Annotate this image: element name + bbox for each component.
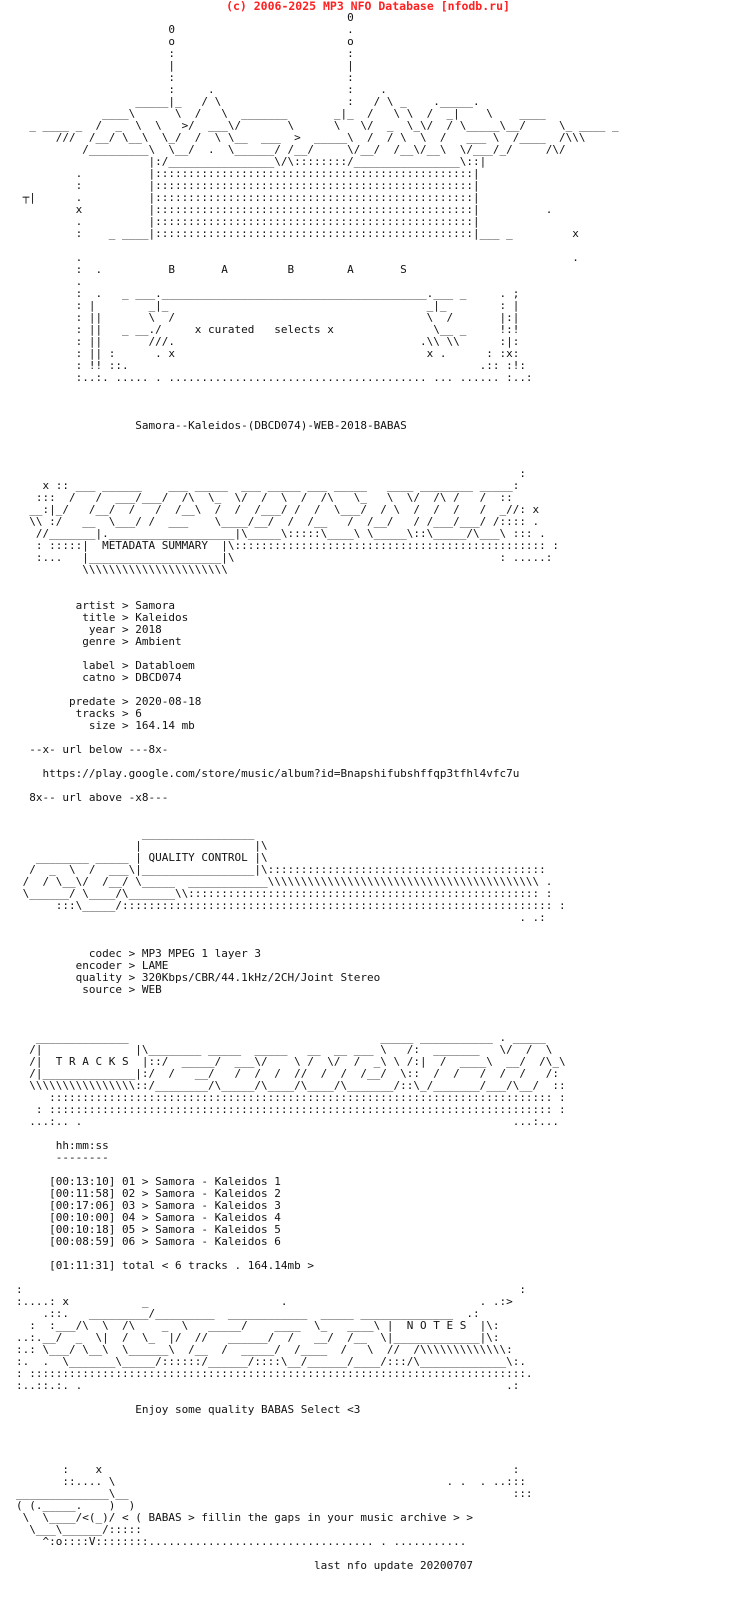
- nfo-text: 0 0 . o o : : | | : : : . : . _____|_ / \ : / \ _ ._____. ____\ \ / \ _______ _|_ / \ \ / _| \ ____ _ ____ _ / _ \ \ >/ ___\/ \ \ \/ _ \_\/ / \_____\__/ \_ ____ _ /// /__/ \__\ \_/ / \ \__ ___ > _____\ / / \ \ / ___ \ /____ /\\\ /_________\ \__/ . \______/ /__/ \/__/ /__\/__\ \/___/_/ /\/ |:/________________\/\::::::::/________________\::| . |::::::::::::::::::::::::::::::::::::::::::::::::| : |::::::::::::::::::::::::::::::::::::::::::::::::| ┬| . |::::::::::::::::::::::::::::::::::::::::::::::::| x |::::::::::::::::::::::::::::::::::::::::::::::::| . . |::::::::::::::::::::::::::::::::::::::::::::::::| : _ ____|::::::::::::::::::::::::::::::::::::::::::::::::|___ _ x . . : . B A B A S . : . _ ___.________________________________________.___ _ . ; : | _|_ _|_ : | : || \ / \ / |:| : || _ __./ x curated selects x \__ _ !:! : || ///. .\\ \\ :|: : || : . x x . : :x: : !! ::. .:: :!: :..:. ..... . ....................................... ... ...... :..: Samora--Kaleidos-(DBCD074)-WEB-2018-BABAS : x :: ___ ______ ___ _____ ___ _____ ___ _____ ____ ________ _____: ::: / / ___/___/ /\ \_ \/ / \ / /\ \_ \ \/ /\ / / :: __:|_/ /__/ / / /__\ / / /___/ / / \___/ / \ / / / / _//: x \\ :/ __ \___/ / ___ \____/__/ / /__ / /__/ / /___/___/ /:::: . //_______|.___________________|\_____\:::::\____\ \_____\::\_____/\___\ ::: . : :::::| METADATA SUMMARY |\::::::::::::::::::::::::::::::::::::::::::::::: : :... |____________________|\ : .....: \\\\\\\\\\\\\\\\\\\\\\ artist > Samora title > Kaleidos year > 2018 genre > Ambient label > Databloem catno > DBCD074 predate > 2020-08-18 tracks > 6 size > 164.14 mb --x- url below ---8x- https://play.google.com/store/music/album?id=Bnapshifubshffqp3tfhl4vfc7u 8x-- url above -x8--- _________________ | |\ ________ _____ | QUALITY CONTROL |\ / _ \ / ___\|_________________|\:::::::::::::::::::::::::::::::::::::::::: / / \__\/ /__/ \_____ ____________\\\\\\\\\\\\\\\\\\\\\\\\\\\\\\\\\\\\\\\\\ . \______/ \____/\_______\\::::::::::::::::::::::::::::::::::::::::::::::::::::: : :::\_____/::::::::::::::::::::::::::::::::::::::::::::::::::::::::::::::::: : . .: codec > MP3 MPEG 1 layer 3 encoder > LAME quality > 320Kbps/CBR/44.1kHz/2CH/Joint Stereo source > WEB ______________ _____ ___________ . _____ /| |\________ _____ _____ __ __ ___ \ /: _______ \/ / \ /| T R A C K S |::/ _____/ ___\/ \ / \/ / _\ \ /:| / ____\ __/ /\_\ /|______________|:/ / __/ / / / // / / /__/ \:: / / / / / /: \\\\\\\\\\\\\\\\::/________/\_____/\____/\____/\_______/::\_/_______/___/\__/ :: :::::::::::::::::::::::::::::::::::::::::::::::::::::::::::::::::::::::::::: : : :::::::::::::::::::::::::::::::::::::::::::::::::::::::::::::::::::::::::::: : ...:.. . ...:... hh:mm:ss -------- [00:13:10] 01 > Samora - Kaleidos 1 [00:11:58] 02 > Samora - Kaleidos 2 [00:17:06] 03 > Samora - Kaleidos 3 [00:10:00] 04 > Samora - Kaleidos 4 [00:10:18] 05 > Samora - Kaleidos 5 [00:08:59] 06 > Samora - Kaleidos 6 [01:11:31] total < 6 tracks . 164.14mb > : : :....: x _ . . .:> .::. _________/_________ ____________ _____ ______________ .: : :___/\ \ /\ _ \ _____/ ____ \_ ____\ | N O T E S |\: ..:.__/ _ \| / \_ |/ // ______/ / __/ /__ \|_____________|\: :.: \___/ \__\ \______\ /__ / _____/ /____ / \ // /\\\\\\\\\\\\\: :. . \_______\_____/::::::/______/::::\__/______/____/:::/\_____________\:. : :::::::::::::::::::::::::::::::::::::::::::::::::::::::::::::::::::::::::::. :..::.:. . .: Enjoy some quality BABAS Select <3 : x : ::.... \ . . . ..::: ______________\__ ::: ( (._____. ) ) \ \____/<(_)/ < ( BABAS > fillin the gaps in your music archive > > \___\______/::::: ^:o::::V::::::::.................................. . ........... last nfo update 20200707: [16, 11, 619, 1572]
- site-header: (c) 2006-2025 MP3 NFO Database [nfodb.ru]: [226, 0, 510, 13]
